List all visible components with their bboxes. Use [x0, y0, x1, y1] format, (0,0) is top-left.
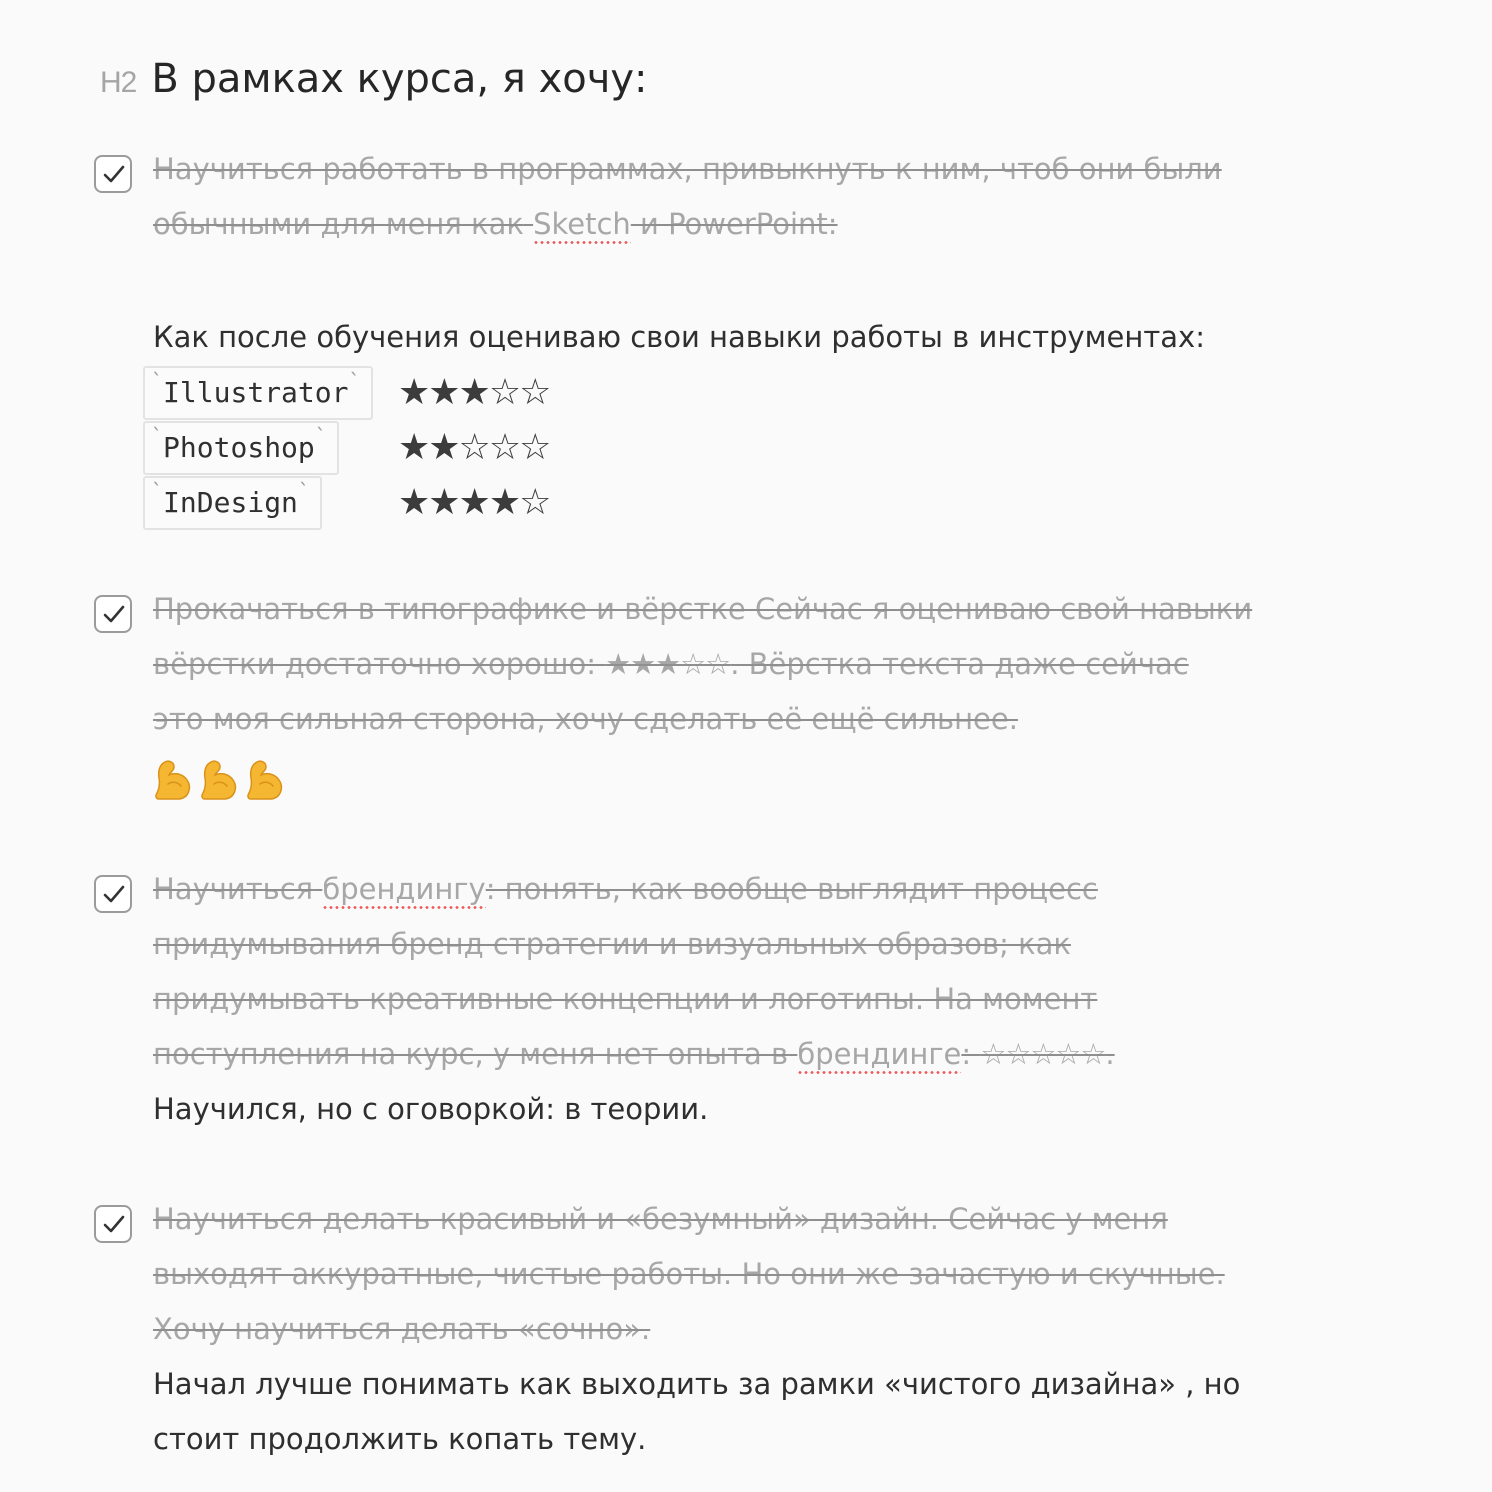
task-line — [153, 637, 1343, 692]
task-line-part: . Вёрстка текста даже сейчас — [730, 647, 1189, 681]
task-line: это моя сильная сторона, хочу сделать её ещё сильнее. — [153, 702, 1018, 736]
spellcheck-word: брендингу — [322, 862, 485, 917]
inline-code-chip — [143, 421, 339, 475]
spellcheck-word: брендинге — [797, 1027, 961, 1082]
task-text[interactable] — [153, 582, 1343, 747]
task-note: Научился, но с оговоркой: в теории. — [153, 1092, 709, 1126]
task-line-part: вёрстки достаточно хорошо: — [153, 647, 606, 681]
task-checkbox[interactable] — [94, 1205, 132, 1243]
backtick: ` — [348, 368, 361, 393]
inline-star-rating: ★★★☆☆ — [605, 647, 731, 681]
inline-star-rating: ☆☆☆☆☆ — [980, 1037, 1106, 1071]
task-text[interactable] — [153, 1192, 1343, 1467]
task-line — [153, 1027, 1343, 1082]
task-checkbox[interactable] — [94, 155, 132, 193]
backtick: ` — [297, 478, 310, 503]
heading-level-marker: H2 — [100, 66, 137, 99]
task-line-part: . — [1105, 1037, 1115, 1071]
flexed-biceps-icon — [153, 758, 195, 802]
task-line: Научиться делать красивый и «безумный» дизайн. Сейчас у меня — [153, 1202, 1168, 1236]
skill-row — [143, 365, 550, 420]
backtick: ` — [151, 368, 164, 393]
task-line-part: : — [961, 1037, 981, 1071]
tool-name: Photoshop — [163, 431, 315, 464]
skill-row — [143, 475, 550, 530]
task-line-part: обычными для меня как — [153, 207, 524, 241]
task-text[interactable] — [153, 142, 1343, 252]
task-line: Научиться работать в программах, привыкнуть к ним, чтоб они были — [153, 152, 1222, 186]
task-checkbox[interactable] — [94, 595, 132, 633]
task-text[interactable] — [153, 862, 1343, 1137]
task-line: Хочу научиться делать «сочно». — [153, 1312, 651, 1346]
task-line — [153, 862, 1343, 917]
task-line-part: поступления на курс, у меня нет опыта в — [153, 1037, 789, 1071]
star-rating: ★★★★☆ — [398, 482, 550, 523]
task-line-part: : понять, как вообще выглядит процесс — [485, 872, 1098, 906]
tool-name: InDesign — [163, 486, 298, 519]
check-icon — [102, 164, 126, 186]
backtick: ` — [151, 423, 164, 448]
task-note: Начал лучше понимать как выходить за рамки «чистого дизайна» , но — [153, 1367, 1241, 1401]
skill-row — [143, 420, 550, 475]
star-rating: ★★★☆☆ — [398, 372, 550, 413]
check-icon — [102, 604, 126, 626]
task-line — [153, 197, 1343, 252]
flexed-biceps-icon — [245, 758, 287, 802]
task-checkbox[interactable] — [94, 875, 132, 913]
inline-code-chip — [143, 476, 322, 530]
task-line: выходят аккуратные, чистые работы. Но они же зачастую и скучные. — [153, 1257, 1225, 1291]
task-note: стоит продолжить копать тему. — [153, 1422, 647, 1456]
star-rating: ★★☆☆☆ — [398, 427, 550, 468]
tool-name: Illustrator — [163, 376, 349, 409]
check-icon — [102, 1214, 126, 1236]
task-line-part: и PowerPoint: — [640, 207, 838, 241]
backtick: ` — [314, 423, 327, 448]
task-line: придумывания бренд стратегии и визуальных образов; как — [153, 927, 1071, 961]
task-line: придумывать креативные концепции и логотипы. На момент — [153, 982, 1098, 1016]
flexed-biceps-icon — [199, 758, 241, 802]
check-icon — [102, 884, 126, 906]
skills-label: Как после обучения оцениваю свои навыки работы в инструментах: — [153, 320, 1205, 354]
task-line-part: Научиться — [153, 872, 314, 906]
emoji-row — [153, 758, 287, 806]
inline-code-chip — [143, 366, 373, 420]
heading-title: В рамках курса, я хочу: — [151, 56, 648, 102]
task-line: Прокачаться в типографике и вёрстке Сейчас я оцениваю свой навыки — [153, 592, 1253, 626]
backtick: ` — [151, 478, 164, 503]
spellcheck-word: Sketch — [533, 197, 631, 252]
section-heading — [100, 56, 648, 116]
